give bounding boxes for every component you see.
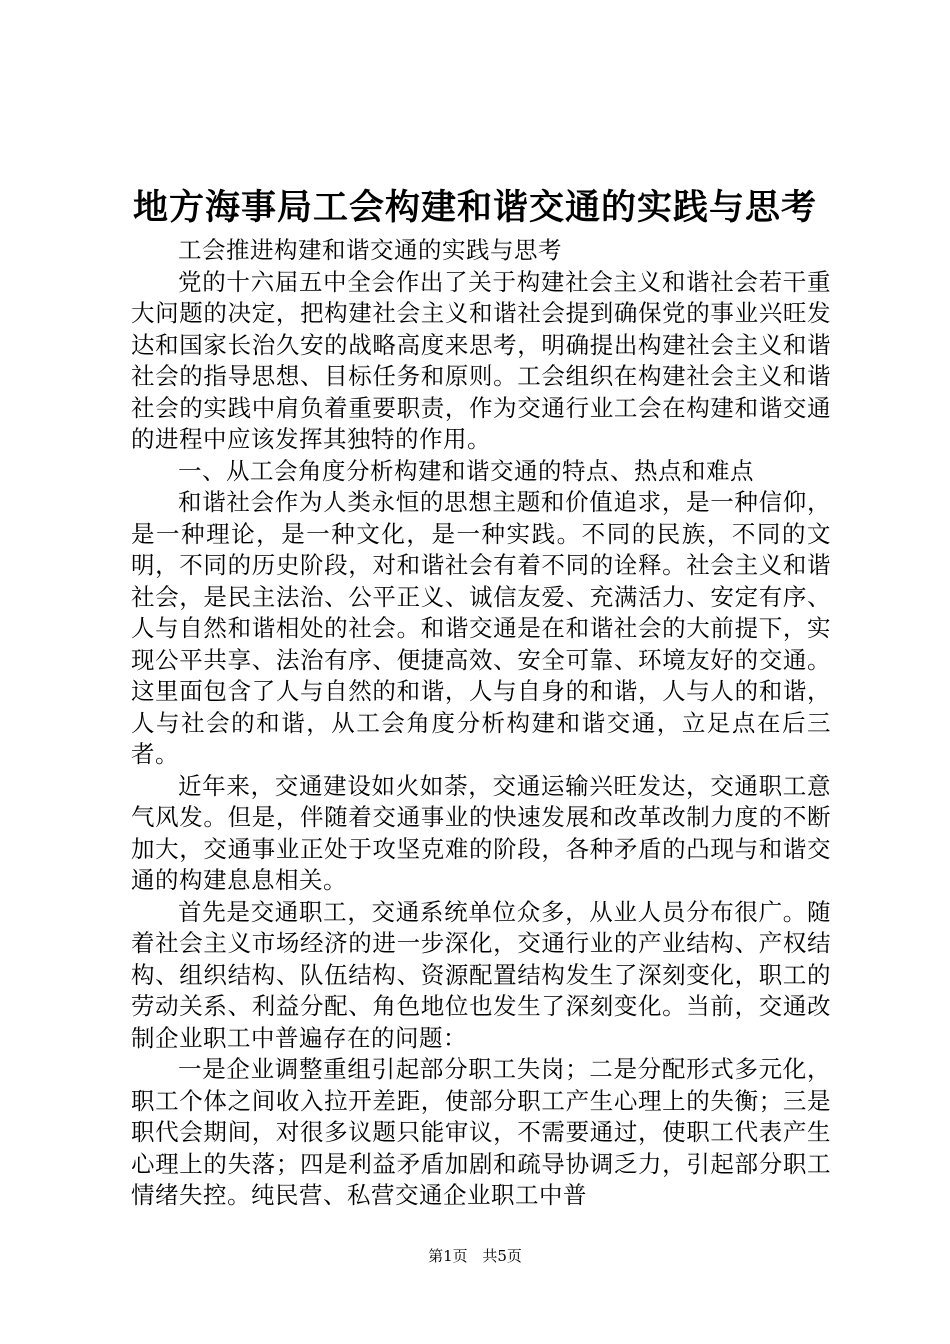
page-total: 共5页 [482, 1247, 522, 1265]
page-footer [0, 1246, 950, 1266]
section-heading: 一、从工会角度分析构建和谐交通的特点、热点和难点 [178, 456, 754, 485]
body-paragraph: 近年来，交通建设如火如荼，交通运输兴旺发达，交通职工意气风发。但是，伴随着交通事业的快速发展和改革改制力度的不断加大，交通事业正处于攻坚克难的阶段，各种矛盾的凸现与和谐交通的构建息息相关。 [131, 771, 831, 894]
document-body [131, 235, 831, 1212]
body-paragraph: 和谐社会作为人类永恒的思想主题和价值追求，是一种信仰，是一种理论，是一种文化，是一种实践。不同的民族，不同的文明，不同的历史阶段，对和谐社会有着不同的诠释。社会主义和谐社会，是民主法治、公平正义、诚信友爱、充满活力、安定有序、人与自然和谐相处的社会。和谐交通是在和谐社会的大前提下，实现公平共享、法治有序、便捷高效、安全可靠、环境友好的交通。这里面包含了人与自然的和谐，人与自身的和谐，人与人的和谐，人与社会的和谐，从工会角度分析构建和谐交通，立足点在后三者。 [131, 488, 831, 768]
body-paragraph: 首先是交通职工，交通系统单位众多，从业人员分布很广。随着社会主义市场经济的进一步深化，交通行业的产业结构、产权结构、组织结构、队伍结构、资源配置结构发生了深刻变化，职工的劳动关系、利益分配、角色地位也发生了深刻变化。当前，交通改制企业职工中普遍存在的问题： [131, 897, 831, 1052]
document-title: 地方海事局工会构建和谐交通的实践与思考 [132, 187, 817, 228]
page-number: 第1页 [428, 1247, 468, 1265]
body-paragraph: 一是企业调整重组引起部分职工失岗；二是分配形式多元化，职工个体之间收入拉开差距，使部分职工产生心理上的失衡；三是职代会期间，对很多议题只能审议，不需要通过，使职工代表产生心理上的失落；四是利益矛盾加剧和疏导协调乏力，引起部分职工情绪失控。纯民营、私营交通企业职工中普 [131, 1055, 831, 1209]
body-paragraph: 党的十六届五中全会作出了关于构建社会主义和谐社会若干重大问题的决定，把构建社会主义和谐社会提到确保党的事业兴旺发达和国家长治久安的战略高度来思考，明确提出构建社会主义和谐社会的指导思想、目标任务和原则。工会组织在构建社会主义和谐社会的实践中肩负着重要职责，作为交通行业工会在构建和谐交通的进程中应该发挥其独特的作用。 [131, 267, 831, 453]
subtitle-paragraph: 工会推进构建和谐交通的实践与思考 [178, 236, 562, 264]
